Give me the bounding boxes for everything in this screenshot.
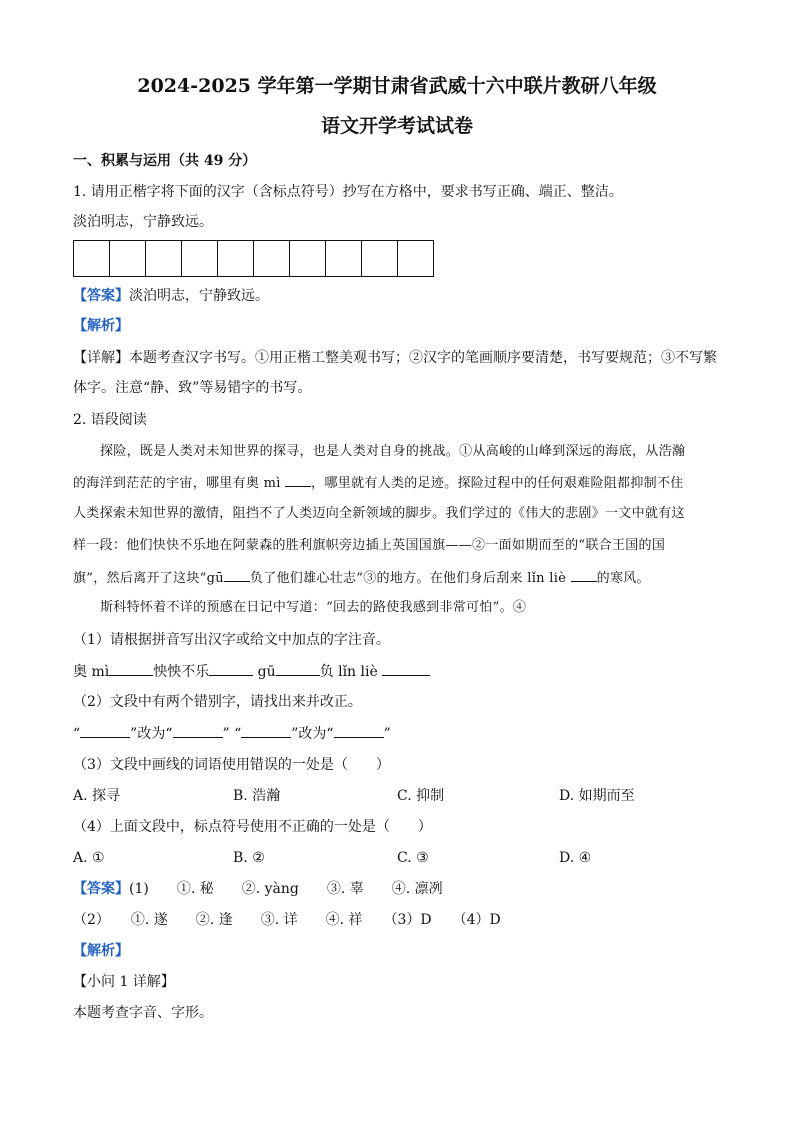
q1-answer xyxy=(73,286,269,306)
q1-prompt: 1. 请用正楷字将下面的汉字（含标点符号）抄写在方格中，要求书写正确、端正、整洁。 xyxy=(73,184,623,200)
passage-line-2 xyxy=(73,472,684,494)
grid-cell[interactable] xyxy=(326,241,362,276)
grid-cell[interactable] xyxy=(398,241,433,276)
passage-line-4: 样一段：他们快快不乐地在阿蒙森的胜利旗帜旁边插上英国国旗——②一面如期而至的“联合王国的国 xyxy=(73,538,666,553)
answer-tag: 【答案】 xyxy=(73,288,129,304)
detail-tag: 【详解】 xyxy=(73,350,129,366)
small-question-tag: 【小问 1 详解】 xyxy=(73,974,175,990)
grid-cell[interactable] xyxy=(182,241,218,276)
q1-detail-1 xyxy=(73,348,717,368)
passage-5b: 负了他们雄心壮志”③的地方。在他们身后刮来 lǐn liè xyxy=(249,571,567,586)
passage-5c: 的寒风。 xyxy=(596,571,650,586)
grid-cell[interactable] xyxy=(362,241,398,276)
grid-cell[interactable] xyxy=(218,241,254,276)
analysis-tag: 【解析】 xyxy=(73,318,129,334)
blank[interactable] xyxy=(109,661,153,676)
sub2-prompt: （2）文段中有两个错别字，请找出来并改正。 xyxy=(73,694,362,710)
small-question-text: 本题考查字音、字形。 xyxy=(73,1005,213,1021)
passage-line-1: 探险，既是人类对未知世界的探寻，也是人类对自身的挑战。①从高峻的山峰到深远的海底，从浩瀚 xyxy=(100,444,686,459)
grid-cell[interactable] xyxy=(146,241,182,276)
grid-cell[interactable] xyxy=(290,241,326,276)
sub1-d: 负 lǐn liè xyxy=(319,664,378,680)
blank[interactable] xyxy=(334,723,384,738)
sub1-a: 奥 mì xyxy=(73,664,110,680)
blank[interactable] xyxy=(241,723,291,738)
sub4-option-a[interactable]: A. ① xyxy=(73,850,105,866)
blank[interactable] xyxy=(382,661,430,676)
sub3-prompt: （3）文段中画线的词语使用错误的一处是（ ） xyxy=(73,757,390,773)
sub2-b: ”改为“ xyxy=(130,726,173,742)
section-heading: 一、积累与运用（共 49 分） xyxy=(73,153,257,169)
blank[interactable] xyxy=(285,472,311,487)
sub3-option-a[interactable]: A. 探寻 xyxy=(73,788,121,804)
sub3-option-c[interactable]: C. 抑制 xyxy=(397,788,445,804)
passage-2a: 的海洋到茫茫的宇宙，哪里有奥 mì xyxy=(73,476,281,491)
answer-values-1: (1) ①. 秘 ②. yàng ③. 辜 ④. 凛冽 xyxy=(129,881,443,897)
sub1-prompt: （1）请根据拼音写出汉字或给文中加点的字注音。 xyxy=(73,632,390,648)
sub1-c: gū xyxy=(257,664,276,680)
blank[interactable] xyxy=(173,723,223,738)
answer-text: 淡泊明志，宁静致远。 xyxy=(129,288,269,304)
answer-tag: 【答案】 xyxy=(73,881,129,897)
grid-cell[interactable] xyxy=(110,241,146,276)
sub3-option-d[interactable]: D. 如期而至 xyxy=(559,788,635,804)
sub2-d: ”改为“ xyxy=(291,726,334,742)
sub2-e: ” xyxy=(383,726,391,742)
blank[interactable] xyxy=(224,567,250,582)
q2-prompt: 2. 语段阅读 xyxy=(73,412,147,428)
passage-line-5 xyxy=(73,567,650,589)
sub2-c: ” “ xyxy=(222,726,242,742)
grid-cell[interactable] xyxy=(74,241,110,276)
sub1-blanks xyxy=(73,661,430,682)
q1-text: 淡泊明志，宁静致远。 xyxy=(73,214,213,230)
passage-5a: 旗”，然后离开了这块“gū xyxy=(73,571,224,586)
sub3-option-b[interactable]: B. 浩瀚 xyxy=(233,788,281,804)
writing-grid[interactable] xyxy=(73,240,434,277)
grid-cell[interactable] xyxy=(254,241,290,276)
sub4-prompt: （4）上面文段中，标点符号使用不正确的一处是（ ） xyxy=(73,819,432,835)
passage-2b: ，哪里就有人类的足迹。探险过程中的任何艰难险阻都抑制不住 xyxy=(311,476,684,491)
sub2-a: “ xyxy=(73,726,81,742)
passage-line-6: 斯科特怀着不详的预感在日记中写道：“回去的路使我感到非常可怕”。④ xyxy=(100,600,527,615)
exam-title-line1: 2024-2025 学年第一学期甘肃省武威十六中联片教研八年级 xyxy=(137,75,657,97)
exam-title-line2: 语文开学考试试卷 xyxy=(320,115,473,137)
q2-analysis-tag: 【解析】 xyxy=(73,943,129,959)
blank[interactable] xyxy=(276,661,320,676)
sub4-option-b[interactable]: B. ② xyxy=(233,850,265,866)
passage-line-3: 人类探索未知世界的激情，阻挡不了人类迈向全新领域的脚步。我们学过的《伟大的悲剧》一文中就有这 xyxy=(73,506,685,521)
blank[interactable] xyxy=(80,723,130,738)
sub4-option-c[interactable]: C. ③ xyxy=(397,850,429,866)
sub4-option-d[interactable]: D. ④ xyxy=(559,850,592,866)
q1-detail-2: 体字。注意“静、致”等易错字的书写。 xyxy=(73,380,312,396)
q2-answer-line1 xyxy=(73,879,443,899)
detail-text: 本题考查汉字书写。①用正楷工整美观书写；②汉字的笔画顺序要清楚，书写要规范；③不写繁 xyxy=(129,350,717,366)
blank[interactable] xyxy=(209,661,253,676)
q2-answer-line2: （2） ①. 遂 ②. 逢 ③. 详 ④. 祥 （3）D （4）D xyxy=(73,912,501,928)
sub2-blanks xyxy=(73,723,391,744)
blank[interactable] xyxy=(571,567,597,582)
sub1-b: 怏怏不乐 xyxy=(153,664,210,680)
